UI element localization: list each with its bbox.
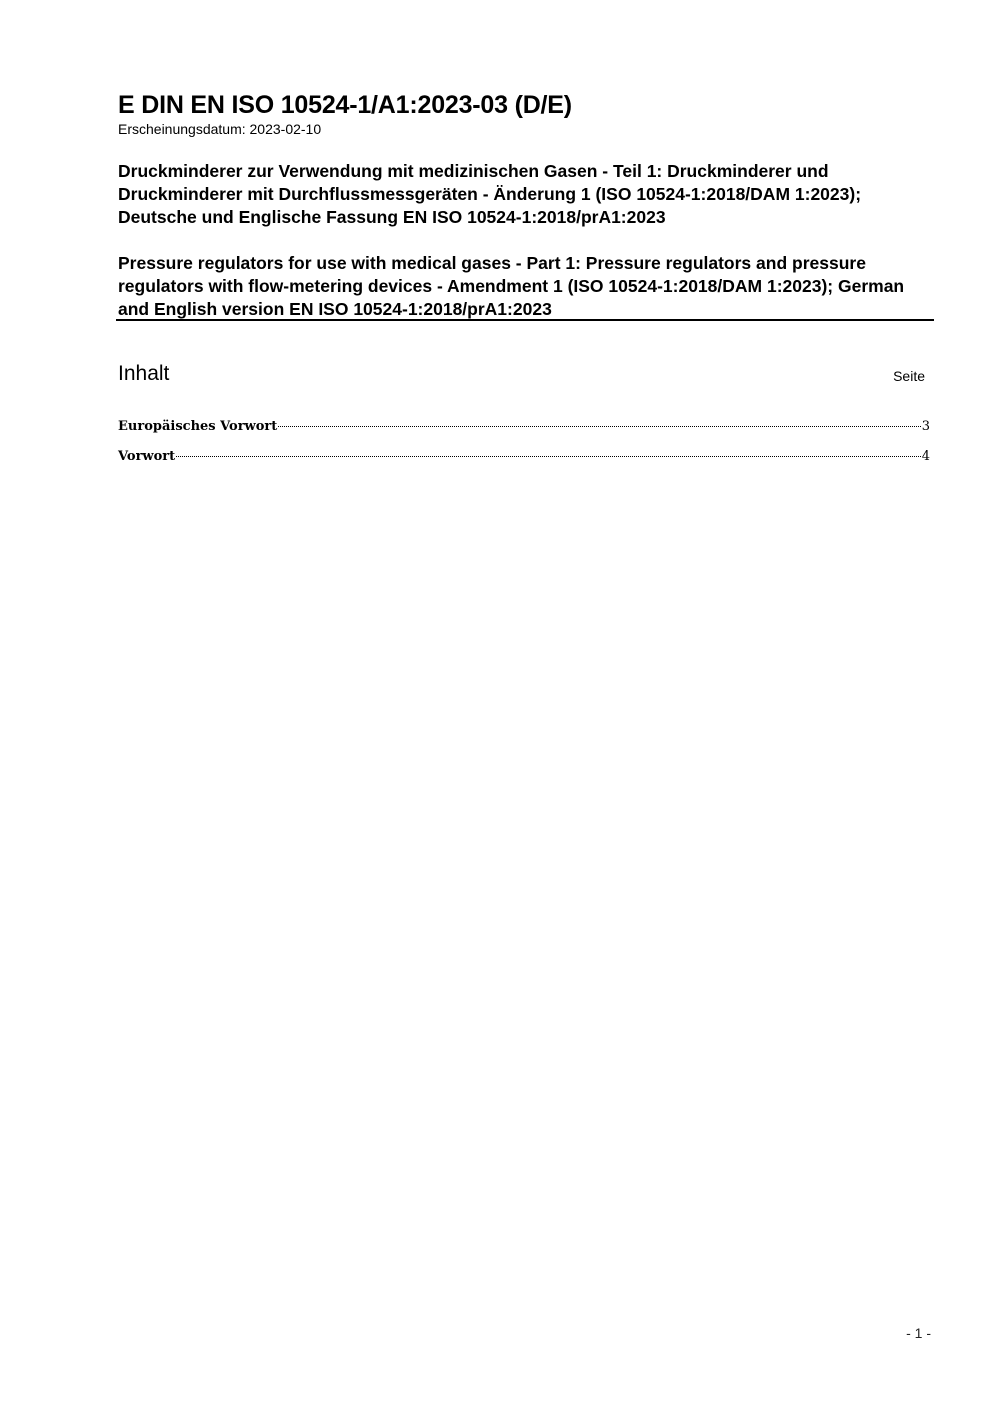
table-of-contents [118, 417, 930, 477]
toc-heading: Inhalt [118, 362, 170, 385]
toc-entry-europaeisches-vorwort[interactable] [118, 417, 930, 447]
english-title: Pressure regulators for use with medical gases - Part 1: Pressure regulators and pressure regulators with flow-metering devices - Amendment 1 (ISO 10524-1:2018/DAM 1:2023); German and English version EN ISO 10524-1:2018/prA1:2023 [118, 253, 905, 319]
toc-entry-page: 3 [921, 419, 930, 434]
toc-entry-vorwort[interactable] [118, 447, 930, 477]
page-number: - 1 - [906, 1325, 931, 1341]
title-divider [116, 319, 934, 321]
toc-entry-label: Europäisches Vorwort [118, 419, 278, 434]
toc-page-column-label: Seite [893, 368, 925, 384]
toc-entry-page: 4 [921, 449, 930, 464]
document-identifier: E DIN EN ISO 10524-1/A1:2023-03 (D/E) [118, 91, 572, 119]
german-title: Druckminderer zur Verwendung mit medizinischen Gasen - Teil 1: Druckminderer und Druckminderer mit Durchflussmessgeräten - Änderung 1 (ISO 10524-1:2018/DAM 1:2023); Deutsche und Englische Fassung EN ISO 10524-1:2018/prA1:2023 [118, 161, 862, 227]
toc-dot-leader [176, 456, 921, 457]
publication-date: Erscheinungsdatum: 2023-02-10 [118, 121, 322, 137]
toc-entry-label: Vorwort [118, 449, 176, 464]
toc-dot-leader [278, 426, 920, 427]
